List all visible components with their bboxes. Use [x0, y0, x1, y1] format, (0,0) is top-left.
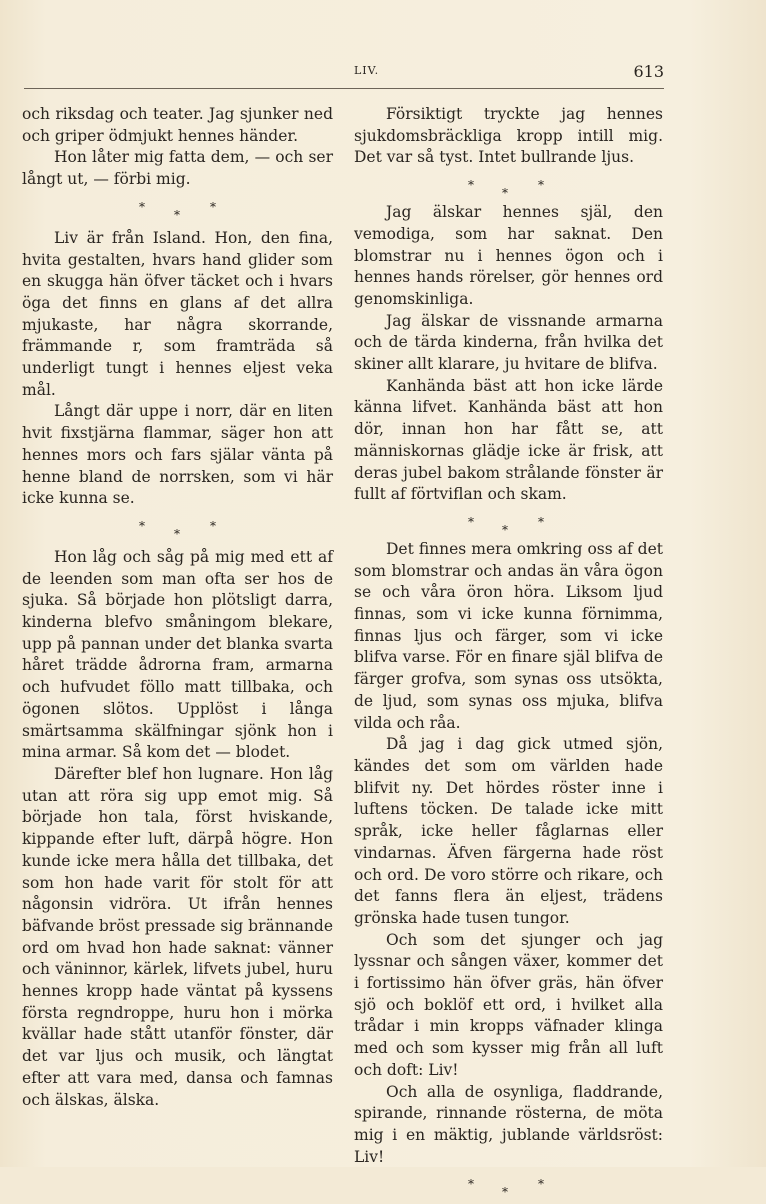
asterisk: * [468, 178, 474, 193]
paragraph: Det finnes mera omkring oss af det som blomstrar och andas än våra ögon se och våra öron höra. Liksom ljud finnas, som vi icke kunna förnimma, finnas ljus och färger, som vi icke blifva varse. För en finare själ blifva de färger grofva, som synas oss utsökta, de ljud, som synas oss mjuka, blifva vilda och råa. [354, 539, 663, 732]
paragraph: Försiktigt tryckte jag hennes sjukdomsbräckliga kropp intill mig. Det var så tyst. Intet bullrande ljus. [354, 105, 663, 167]
paragraph: Långt där uppe i norr, där en liten hvit fixstjärna flammar, säger hon att hennes mors och fars själar vänta på henne bland de norrsken, som vi här icke kunna se. [22, 402, 333, 508]
paragraph: Och som det sjunger och jag lyssnar och sången växer, kommer det i fortissimo hän öfver gräs, hän öfver sjö och boklöf ett ord, i hvilket alla trådar i min kropps väfnader klinga med och som kysser mig från all luft och doft: Liv! [354, 930, 663, 1079]
asterisk: * [210, 199, 216, 214]
paragraph: Hon låter mig fatta dem, — och ser långt ut, — förbi mig. [22, 148, 333, 189]
paragraph: Liv är från Island. Hon, den fina, hvita gestalten, hvars hand glider som en skugga hän öfver täcket och i hvars öga det finns en glans af det allra mjukaste, har några skorrande, främmande r, som framträda så underligt tungt i hennes eljest veka mål. [22, 228, 333, 399]
asterisk: * [210, 518, 216, 533]
asterisk: * [468, 514, 474, 529]
asterisk: * [538, 514, 544, 529]
section-separator [354, 169, 663, 202]
asterisk: * [502, 522, 508, 537]
asterisk: * [174, 526, 180, 541]
asterisk: * [502, 186, 508, 201]
running-title: LIV. [354, 64, 380, 77]
paragraph: Och alla de osynliga, fladdrande, spirande, rinnande rösterna, de möta mig i en mäktig, jublande världsröst: Liv! [354, 1082, 663, 1166]
asterisk: * [502, 1185, 508, 1200]
paragraph: Då jag i dag gick utmed sjön, kändes det som om världen hade blifvit ny. Det hördes röster inne i luftens töcken. De talade icke mitt språk, icke heller fåglarnas eller vindarnas. Äfven färgerna hade röst och ord. De voro större och rikare, och det fanns flera än eljest, trädens grönska hade tusen tungor. [354, 735, 663, 927]
asterisk: * [139, 199, 145, 214]
paragraph: och riksdag och teater. Jag sjunker ned och griper ödmjukt hennes händer. [22, 105, 333, 145]
asterisk: * [538, 1177, 544, 1192]
asterisk: * [468, 1177, 474, 1192]
paragraph: Hon låg och såg på mig med ett af de leenden som man ofta ser hos de sjuka. Så började hon plötsligt darra, kinderna blefvo småningom blekare, upp på pannan under det blanka svarta håret trädde ådrorna fram, armarna och hufvudet föllo matt tillbaka, och ögonen slötos. Upplöst i långa smärtsamma skälfningar sjönk hon i mina armar. Så kom det — blodet. [22, 547, 333, 762]
section-separator [22, 191, 333, 224]
right-column [354, 104, 663, 1201]
section-separator [354, 506, 663, 539]
page-number: 613 [633, 62, 664, 81]
asterisk: * [174, 207, 180, 222]
paragraph: Jag älskar de vissnande armarna och de tärda kinderna, från hvilka det skiner allt klarare, ju hvitare de blifva. [354, 311, 663, 374]
section-separator [354, 1168, 663, 1201]
left-column [22, 104, 333, 1111]
paragraph: Kanhända bäst att hon icke lärde känna lifvet. Kanhända bäst att hon dör, innan hon har fått se, att människornas glädje icke är frisk, att deras jubel bakom strålande fönster är fullt af förtviflan och skam. [354, 376, 663, 504]
running-head [24, 62, 664, 89]
asterisk: * [538, 178, 544, 193]
section-separator [22, 510, 333, 543]
paragraph: Jag älskar hennes själ, den vemodiga, som har saknat. Den blomstrar nu i hennes ögon och i hennes hands rörelser, gör hennes ord genomskinliga. [354, 203, 663, 308]
paragraph: Därefter blef hon lugnare. Hon låg utan att röra sig upp emot mig. Så började hon tala, först hviskande, kippande efter luft, därpå högre. Hon kunde icke mera hålla det tillbaka, det som hon hade varit för stolt för att någonsin vidröra. Ut ifrån hennes bäfvande bröst pressade sig brännande ord om hvad hon hade saknat: vänner och väninnor, kärlek, lifvets jubel, huru hennes kropp hade väntat på kyssens första regndroppe, huru hon i mörka kvällar hade stått utanför fönster, där det var ljus och musik, och längtat efter att vara med, dansa och famnas och älskas, älska. [22, 764, 333, 1109]
asterisk: * [139, 518, 145, 533]
